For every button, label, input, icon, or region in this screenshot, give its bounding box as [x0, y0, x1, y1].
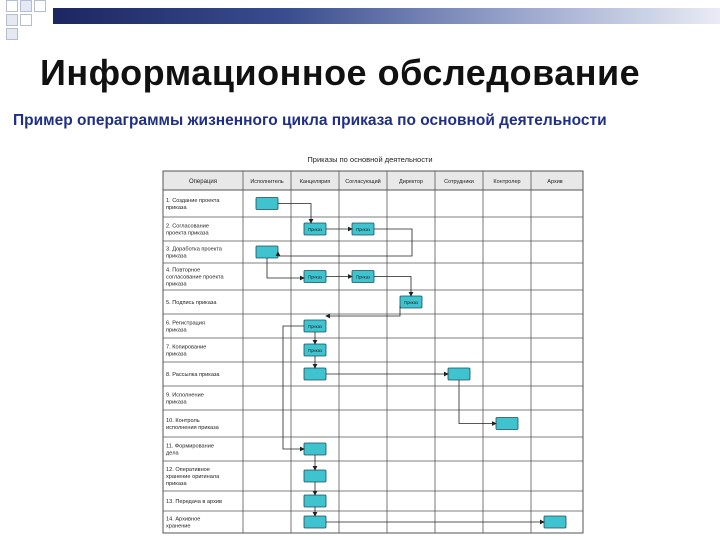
- document-box: [304, 368, 326, 380]
- document-box: [304, 443, 326, 455]
- row-label: 11. Формирование дела: [166, 443, 214, 457]
- row-label: 6. Регистрация приказа: [166, 320, 205, 334]
- document-box-label: Приказ: [404, 300, 418, 305]
- header-column: Директор: [399, 179, 423, 185]
- header-column: Сотрудники: [444, 179, 474, 185]
- row-label: 7. Копирование приказа: [166, 344, 207, 358]
- diagram-caption: Приказы по основной деятельности: [307, 155, 433, 164]
- row-label: 9. Исполнение приказа: [166, 392, 204, 406]
- header-column: Исполнитель: [250, 179, 284, 185]
- document-box: [448, 368, 470, 380]
- header-column: Согласующий: [345, 179, 381, 185]
- header-column: Архив: [547, 179, 563, 185]
- row-label: 13. Передача в архив: [166, 499, 222, 505]
- document-box-label: Приказ: [308, 348, 322, 353]
- document-box-label: Приказ: [308, 227, 322, 232]
- document-box: [256, 198, 278, 210]
- row-label: 5. Подпись приказа: [166, 300, 217, 306]
- header-column: Контролер: [493, 179, 521, 185]
- row-label: 3. Доработка проекта приказа: [166, 246, 222, 260]
- document-box-label: Приказ: [308, 324, 322, 329]
- document-box: [496, 418, 518, 430]
- row-label: 2. Согласование проекта приказа: [166, 223, 209, 237]
- document-box: [256, 246, 278, 258]
- document-box: [304, 516, 326, 528]
- row-label: 10. Контроль исполнения приказа: [166, 418, 219, 431]
- row-label: 1. Создание проекта приказа: [166, 198, 220, 211]
- document-box: [304, 495, 326, 507]
- document-box-label: Приказ: [356, 274, 370, 280]
- header-operation: Операция: [189, 179, 217, 185]
- document-box: [544, 516, 566, 528]
- slide-title: Информационное обследование: [40, 52, 641, 93]
- row-label: 14. Архивное хранение: [166, 516, 201, 530]
- header-column: Канцелярия: [299, 179, 331, 185]
- row-label: 8. Рассылка приказа: [166, 372, 220, 378]
- document-box-label: Приказ: [356, 227, 370, 232]
- row-label: 12. Оперативное хранение оригинала приказа: [166, 467, 220, 487]
- document-box: [304, 470, 326, 482]
- document-box-label: Приказ: [308, 274, 322, 280]
- row-label: 4. Повторное согласование проекта приказа: [166, 267, 224, 288]
- slide-subtitle: Пример операграммы жизненного цикла приказа по основной деятельности: [13, 112, 607, 129]
